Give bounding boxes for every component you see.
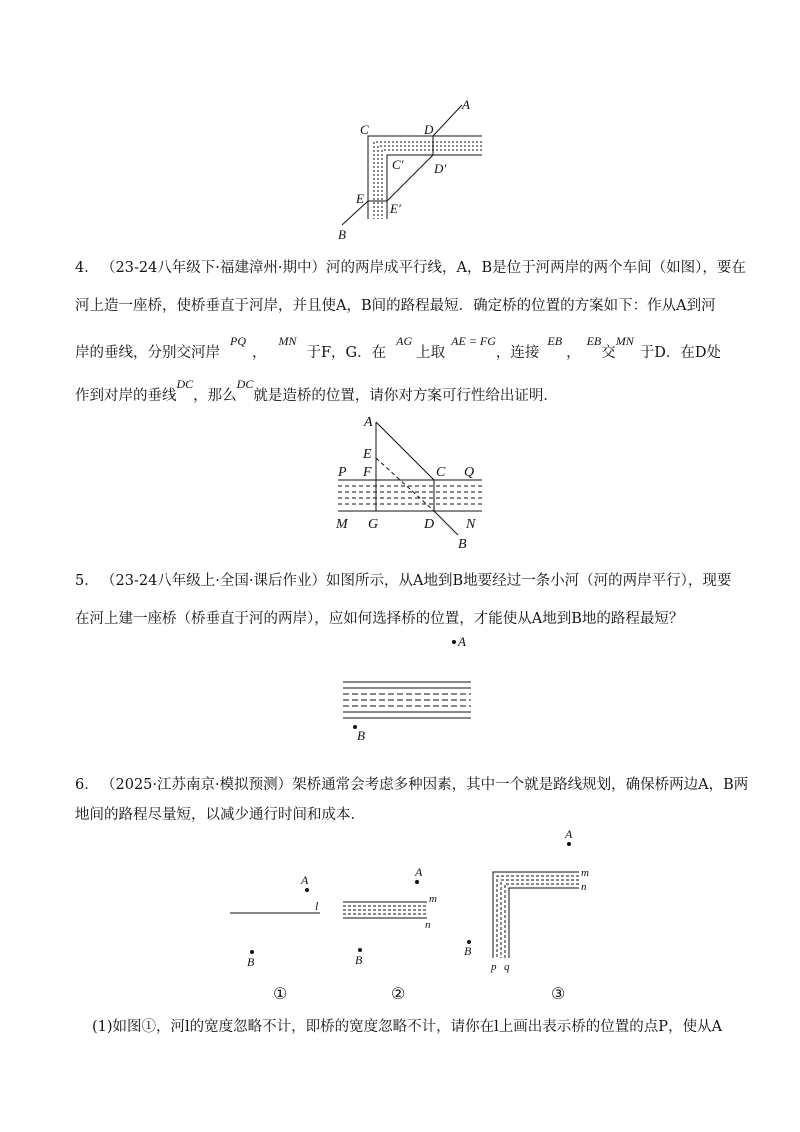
label-N: N bbox=[466, 517, 476, 532]
label-A: A bbox=[364, 415, 373, 430]
math-EB-2: EB bbox=[586, 334, 602, 348]
label-n: n bbox=[581, 881, 587, 893]
q4-line-3 bbox=[75, 334, 725, 363]
label-Q: Q bbox=[464, 465, 475, 480]
q6-text-1: 架桥通常会考虑多种因素，其中一个就是路线规划，确保桥两边A，B两 bbox=[292, 777, 749, 793]
q4-line-4 bbox=[75, 377, 725, 406]
q4-line-2 bbox=[75, 296, 725, 316]
q4-text-3e: ， bbox=[566, 345, 581, 361]
q6-text-2: 地间的路程尽量短，以减少通行时间和成本． bbox=[75, 807, 365, 823]
q4-text-2: 河上造一座桥，使桥垂直于河岸，并且使A，B间的路程最短．确定桥的位置的方案如下：作从A到河 bbox=[75, 298, 716, 314]
q6-number: 6． bbox=[75, 777, 99, 793]
label-E-prime: E′ bbox=[390, 201, 401, 216]
point-B bbox=[250, 950, 254, 954]
label-B: B bbox=[357, 728, 365, 743]
label-D-prime: D′ bbox=[434, 161, 447, 176]
figure-q6-1 bbox=[225, 870, 335, 1005]
figure-label-3: ③ bbox=[551, 986, 566, 1003]
math-DC-2: DC bbox=[236, 377, 254, 391]
q4-text-3f: 交 bbox=[601, 345, 616, 361]
label-G: G bbox=[368, 517, 379, 532]
figure-q6-3 bbox=[455, 828, 605, 1005]
label-B: B bbox=[464, 944, 472, 958]
q4-text-3b: 于F，G．在 bbox=[306, 345, 387, 361]
label-m: m bbox=[581, 867, 589, 879]
label-B: B bbox=[458, 537, 467, 552]
q5-text-2: 在河上建一座桥（桥垂直于河的两岸），应如何选择桥的位置，才能使从A地到B地的路程最短？ bbox=[75, 611, 684, 627]
figure-q4-river-bridge bbox=[330, 410, 490, 555]
math-MN-2: MN bbox=[615, 334, 634, 348]
label-m: m bbox=[429, 893, 437, 905]
figure-l-shaped-river bbox=[320, 95, 500, 245]
label-C-prime: C′ bbox=[392, 157, 404, 172]
label-A: A bbox=[462, 97, 470, 112]
label-F: F bbox=[363, 465, 372, 480]
q6-sub1-text: (1)如图①，河l的宽度忽略不计，即桥的宽度忽略不计，请你在l上画出表示桥的位置的点P，使从A bbox=[92, 1019, 723, 1035]
label-D: D bbox=[424, 517, 435, 532]
label-A: A bbox=[565, 828, 573, 841]
figure-label-2: ② bbox=[391, 986, 406, 1003]
point-A bbox=[452, 640, 456, 644]
point-A bbox=[415, 880, 419, 884]
math-PQ: PQ bbox=[230, 334, 246, 348]
label-M: M bbox=[336, 517, 348, 532]
math-AE-FG: AE = FG bbox=[451, 334, 496, 348]
label-B: B bbox=[247, 955, 255, 969]
math-MN: MN bbox=[278, 334, 297, 348]
label-q: q bbox=[504, 961, 510, 973]
q4-text-1: 河的两岸成平行线，A，B是位于河两岸的两个车间（如图），要在 bbox=[326, 260, 746, 276]
label-C: C bbox=[360, 122, 369, 137]
q5-line-2 bbox=[75, 609, 725, 629]
q6-sub1 bbox=[92, 1017, 732, 1037]
figure-q6-2 bbox=[335, 862, 445, 1005]
figure-q5-river bbox=[335, 630, 480, 745]
point-A bbox=[567, 842, 571, 846]
label-C: C bbox=[436, 465, 446, 480]
q4-line-1 bbox=[75, 258, 746, 278]
q6-line-2 bbox=[75, 805, 725, 825]
q4-number: 4． bbox=[75, 260, 99, 276]
q4-text-4b: ，那么 bbox=[193, 388, 237, 404]
q4-text-3c: 上取 bbox=[416, 345, 446, 361]
q5-line-1 bbox=[75, 571, 732, 591]
q4-source: （23-24八年级下·福建漳州·期中） bbox=[101, 260, 327, 276]
label-A: A bbox=[301, 873, 309, 887]
label-n: n bbox=[425, 919, 431, 931]
label-p: p bbox=[491, 961, 497, 973]
label-A: A bbox=[415, 865, 423, 879]
label-P: P bbox=[338, 465, 347, 480]
label-E: E bbox=[356, 191, 364, 206]
figure-label-1: ① bbox=[273, 986, 288, 1003]
label-B: B bbox=[355, 953, 363, 967]
q4-text-3g: 于D．在D处 bbox=[639, 345, 722, 361]
q4-text-3a: 岸的垂线，分别交河岸 bbox=[75, 345, 220, 361]
math-DC: DC bbox=[176, 377, 194, 391]
q6-line-1 bbox=[75, 775, 749, 795]
point-B bbox=[358, 948, 362, 952]
label-A: A bbox=[458, 634, 466, 649]
q4-text-4c: 就是造桥的位置，请你对方案可行性给出证明． bbox=[253, 388, 558, 404]
label-l: l bbox=[315, 899, 319, 913]
q5-text-1: 如图所示，从A地到B地要经过一条小河（河的两岸平行），现要 bbox=[326, 573, 732, 589]
q5-number: 5． bbox=[75, 573, 99, 589]
q4-text-4a: 作到对岸的垂线 bbox=[75, 388, 177, 404]
q4-text-3d: ，连接 bbox=[495, 345, 540, 361]
point-A bbox=[305, 888, 309, 892]
q4-comma: ， bbox=[252, 345, 267, 361]
label-D: D bbox=[424, 122, 434, 137]
math-AG: AG bbox=[396, 334, 413, 348]
math-EB: EB bbox=[547, 334, 563, 348]
q6-source: （2025·江苏南京·模拟预测） bbox=[101, 777, 293, 793]
label-B: B bbox=[338, 227, 346, 242]
label-E: E bbox=[363, 447, 372, 462]
q5-source: （23-24八年级上·全国·课后作业） bbox=[101, 573, 327, 589]
